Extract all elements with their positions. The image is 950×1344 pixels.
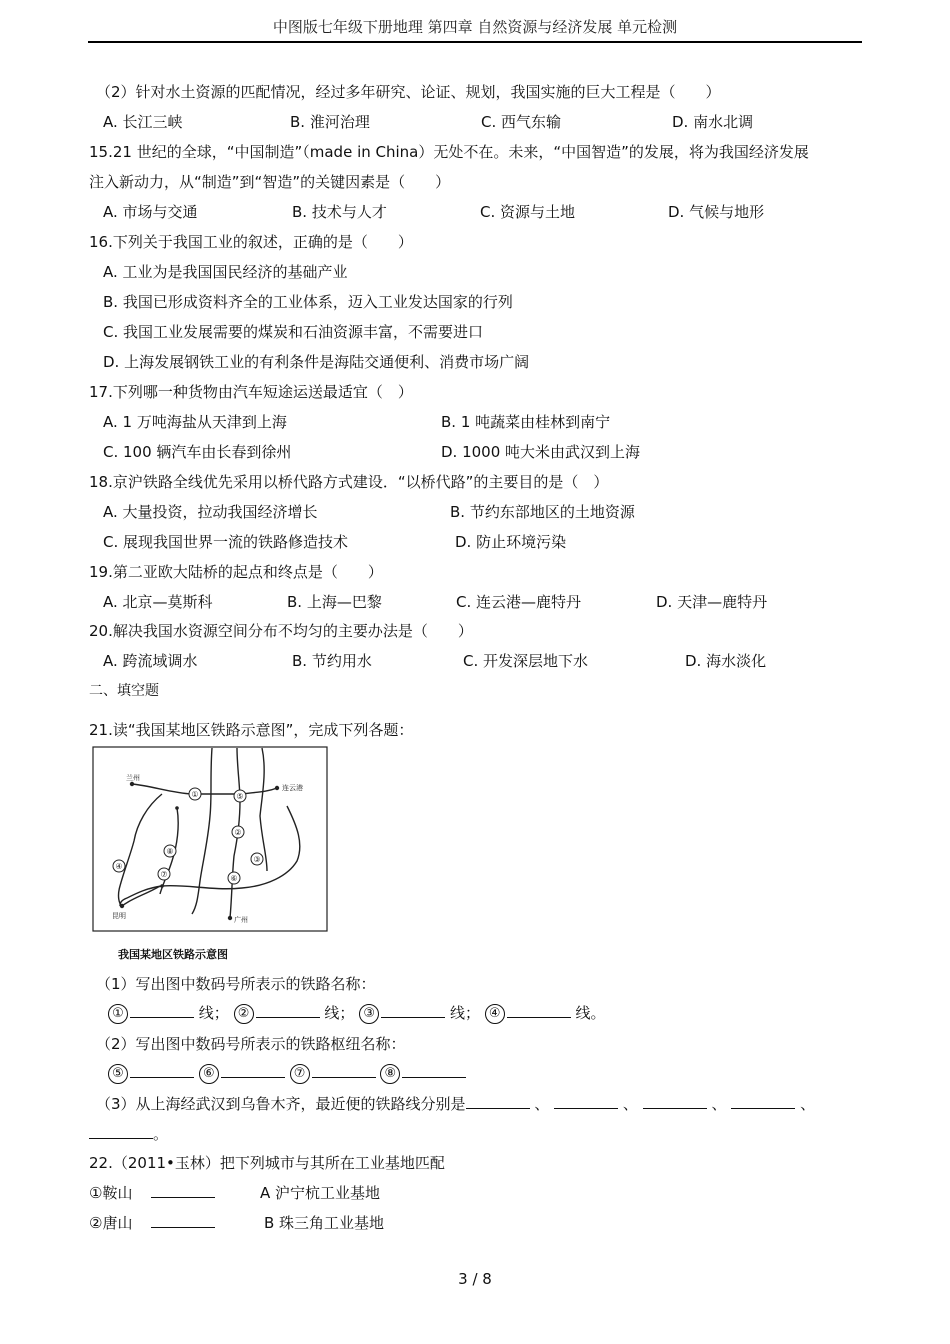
num-4: ④ [485,1004,505,1024]
q20-stem: 20.解决我国水资源空间分布不均匀的主要办法是（ ） [89,622,473,640]
q15-option-a: A. 市场与交通 [103,203,198,221]
blank-5[interactable] [130,1063,194,1078]
q20-option-c: C. 开发深层地下水 [463,652,589,670]
q20-option-d: D. 海水淡化 [685,652,767,670]
q17-option-b: B. 1 吨蔬菜由桂林到南宁 [441,413,611,431]
q22-stem: 22.（2011•玉林）把下列城市与其所在工业基地匹配 [89,1154,445,1172]
q14-2-option-a: A. 长江三峡 [103,113,183,131]
blank-11[interactable] [643,1094,707,1109]
q22-item-1: ①鞍山 [89,1183,215,1203]
num-1: ① [108,1004,128,1024]
num-3: ③ [359,1004,379,1024]
q15-stem-line1: 15.21 世纪的全球，“中国制造”（made in China）无处不在。未来，“中国智造”的发展，将为我国经济发展 [89,143,809,161]
q17-stem: 17.下列哪一种货物由汽车短途运送最适宜（ ） [89,383,413,401]
q17-option-a: A. 1 万吨海盐从天津到上海 [103,413,287,431]
q16-stem: 16.下列关于我国工业的叙述，正确的是（ ） [89,233,413,251]
map-label-lianyungang: 连云港 [282,784,303,792]
q15-option-c: C. 资源与土地 [480,203,576,221]
map-label-lanzhou: 兰州 [126,774,140,782]
q15-option-b: B. 技术与人才 [292,203,387,221]
q14-2-option-c: C. 西气东输 [481,113,562,131]
map-caption: 我国某地区铁路示意图 [118,948,228,961]
map-number-3: ③ [253,855,261,864]
q20-option-b: B. 节约用水 [292,652,372,670]
q19-option-b: B. 上海—巴黎 [287,593,382,611]
blank-13[interactable] [89,1124,153,1139]
map-number-7: ⑦ [160,870,168,879]
map-number-2: ② [234,828,242,837]
page-number: 3 / 8 [458,1270,492,1288]
q20-option-a: A. 跨流域调水 [103,652,198,670]
q16-option-b: B. 我国已形成资料齐全的工业体系，迈入工业发达国家的行列 [103,293,513,311]
q17-option-d: D. 1000 吨大米由武汉到上海 [441,443,641,461]
q19-option-a: A. 北京—莫斯科 [103,593,213,611]
q19-option-d: D. 天津—鹿特丹 [656,593,768,611]
blank-12[interactable] [731,1094,795,1109]
q22-blank-2[interactable] [151,1213,215,1228]
q14-2-option-d: D. 南水北调 [672,113,754,131]
q15-option-d: D. 气候与地形 [668,203,765,221]
blank-4[interactable] [507,1003,571,1018]
q21-part3: （3）从上海经武汉到乌鲁木齐，最近便的铁路线分别是 、 、 、 、 [96,1095,816,1113]
num-5: ⑤ [108,1064,128,1084]
q16-option-d: D. 上海发展钢铁工业的有利条件是海陆交通便利、消费市场广阔 [103,353,530,371]
q16-option-a: A. 工业为是我国国民经济的基础产业 [103,263,348,281]
q22-option-b: B 珠三角工业基地 [264,1214,385,1232]
q19-stem: 19.第二亚欧大陆桥的起点和终点是（ ） [89,563,383,581]
q22-option-a: A 沪宁杭工业基地 [260,1184,381,1202]
q21-part2: （2）写出图中数码号所表示的铁路枢纽名称： [96,1035,406,1053]
map-number-6: ⑥ [230,874,238,883]
q14-2-stem: （2）针对水土资源的匹配情况，经过多年研究、论证、规划，我国实施的巨大工程是（ ） [96,83,721,101]
q21-part2-answers [108,1063,466,1084]
blank-6[interactable] [221,1063,285,1078]
map-number-5: ⑤ [236,792,244,801]
num-2: ② [234,1004,254,1024]
num-6: ⑥ [199,1064,219,1084]
q18-option-d: D. 防止环境污染 [455,533,567,551]
num-7: ⑦ [290,1064,310,1084]
num-8: ⑧ [380,1064,400,1084]
q18-option-c: C. 展现我国世界一流的铁路修造技术 [103,533,349,551]
map-number-8: ⑧ [166,847,174,856]
q21-stem: 21.读“我国某地区铁路示意图”，完成下列各题： [89,721,414,739]
q19-option-c: C. 连云港—鹿特丹 [456,593,582,611]
q22-blank-1[interactable] [151,1183,215,1198]
blank-9[interactable] [466,1094,530,1109]
map-number-1: ① [191,790,199,799]
page-header: 中图版七年级下册地理 第四章 自然资源与经济发展 单元检测 [272,18,678,36]
blank-7[interactable] [312,1063,376,1078]
section-title: 二、填空题 [89,683,159,699]
blank-8[interactable] [402,1063,466,1078]
q18-option-a: A. 大量投资，拉动我国经济增长 [103,503,318,521]
q18-option-b: B. 节约东部地区的土地资源 [450,503,635,521]
blank-2[interactable] [256,1003,320,1018]
blank-1[interactable] [130,1003,194,1018]
q17-option-c: C. 100 辆汽车由长春到徐州 [103,443,292,461]
header-rule [88,41,862,43]
map-label-kunming: 昆明 [112,912,126,920]
q16-option-c: C. 我国工业发展需要的煤炭和石油资源丰富，不需要进口 [103,323,484,341]
q22-item-2: ②唐山 [89,1213,215,1233]
q15-stem-line2: 注入新动力，从“制造”到“智造”的关键因素是（ ） [89,173,451,191]
railway-map [92,746,328,936]
q18-stem: 18.京沪铁路全线优先采用以桥代路方式建设．“以桥代路”的主要目的是（ ） [89,473,609,491]
q21-part1-answers: ① 线； ② 线； ③ 线； ④ 线。 [108,1003,606,1024]
blank-3[interactable] [381,1003,445,1018]
q21-part1: （1）写出图中数码号所表示的铁路名称： [96,975,376,993]
blank-10[interactable] [554,1094,618,1109]
q14-2-option-b: B. 淮河治理 [290,113,370,131]
map-label-guangzhou: 广州 [234,916,248,924]
q21-part3-cont: 。 [89,1124,168,1144]
map-number-4: ④ [115,862,123,871]
